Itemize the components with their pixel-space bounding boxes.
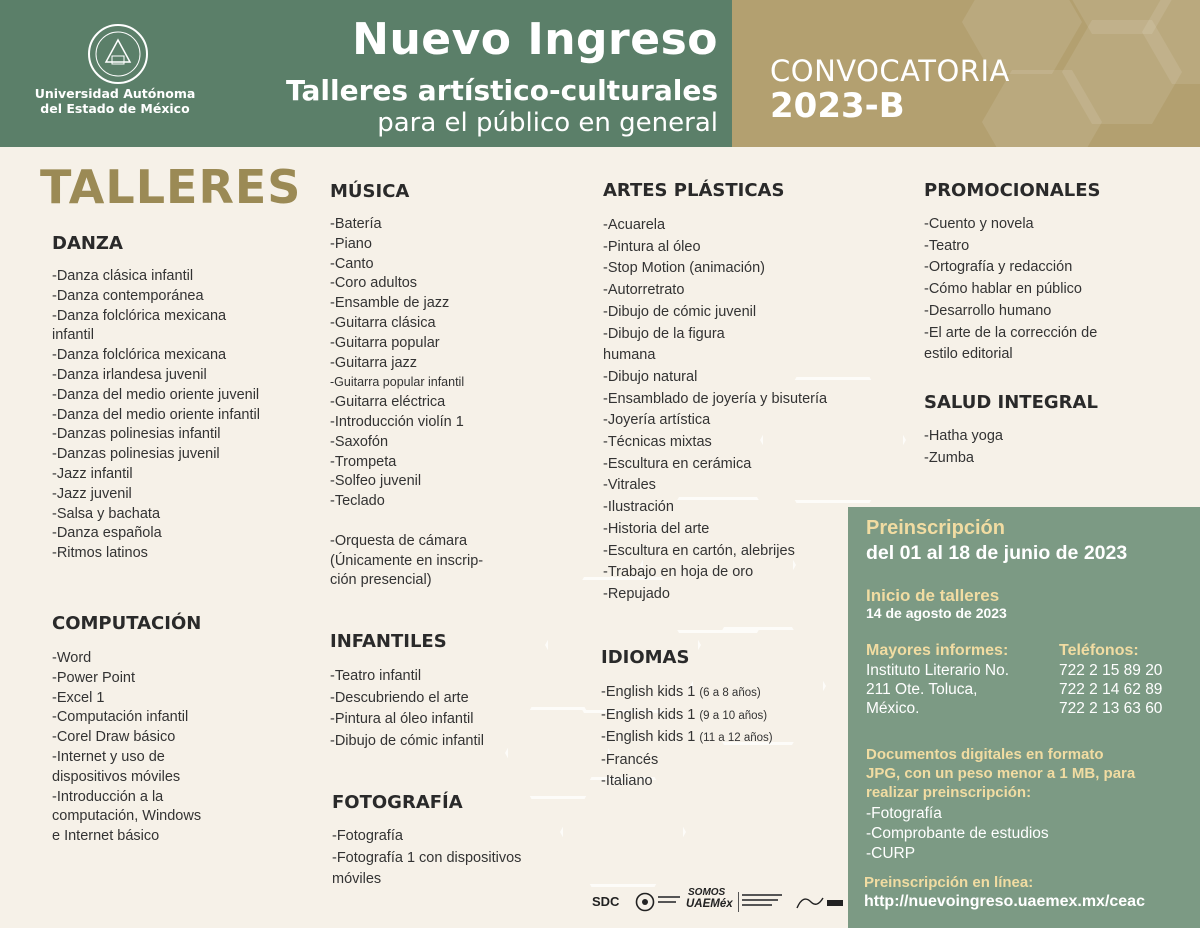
page-subtitle-audience: para el público en general xyxy=(377,108,718,138)
anniversary-logo-icon xyxy=(795,892,845,912)
list-item: -Saxofón xyxy=(330,433,389,450)
list-item-note: (6 a 8 años) xyxy=(699,687,761,699)
documentos-line: JPG, con un peso menor a 1 MB, para xyxy=(866,765,1136,782)
list-item: -Introducción a la xyxy=(52,788,164,805)
list-item: -Corel Draw básico xyxy=(52,729,176,746)
list-item: -Ensamblado de joyería y bisutería xyxy=(603,390,828,407)
list-item: -Guitarra jazz xyxy=(330,354,418,371)
list-item: -Pintura al óleo infantil xyxy=(330,711,474,727)
list-item: -Fotografía xyxy=(332,828,403,844)
list-item-text: -Italiano xyxy=(601,773,653,789)
list-item: -Fotografía 1 con dispositivos xyxy=(332,849,522,866)
list-item: -Dibujo de la figura xyxy=(603,325,725,342)
list-item: -Guitarra eléctrica xyxy=(330,394,446,411)
list-item: -Jazz juvenil xyxy=(52,485,132,502)
list-item: -Dibujo natural xyxy=(603,368,698,385)
list-item: -Guitarra popular infantil xyxy=(330,375,465,390)
list-item: -Ilustración xyxy=(603,499,674,516)
list-item: -Historia del arte xyxy=(603,520,710,537)
administracion-logo-mark xyxy=(742,894,782,896)
section-title-fotografia: FOTOGRAFÍA xyxy=(332,792,463,813)
list-salud-integral xyxy=(924,426,1003,469)
list-item: computación, Windows xyxy=(52,808,202,825)
list-item: -Danza clásica infantil xyxy=(52,268,194,284)
list-musica xyxy=(330,215,483,591)
section-title-computacion: COMPUTACIÓN xyxy=(52,613,202,634)
registration-url-link[interactable]: http://nuevoingreso.uaemex.mx/ceac xyxy=(864,893,1145,910)
info-box xyxy=(848,507,1200,928)
preinscripcion-label: Preinscripción xyxy=(866,517,1005,539)
list-item: móviles xyxy=(332,871,382,887)
list-item: -Danza española xyxy=(52,525,162,542)
list-item: -Descubriendo el arte xyxy=(330,689,469,706)
ceac-logo-text-mark xyxy=(658,901,676,903)
convocatoria-label: CONVOCATORIA xyxy=(770,54,1010,88)
section-title-salud-integral: SALUD INTEGRAL xyxy=(924,392,1098,413)
section-title-musica: MÚSICA xyxy=(330,181,410,202)
section-title-infantiles: INFANTILES xyxy=(330,631,447,652)
somos-logo: SOMOS xyxy=(688,887,726,898)
logo-divider xyxy=(738,892,739,912)
list-item xyxy=(601,705,773,728)
list-infantiles xyxy=(330,666,484,752)
list-item: -Guitarra popular xyxy=(330,334,440,351)
list-item: ción presencial) xyxy=(330,572,432,589)
talleres-heading: TALLERES xyxy=(40,160,302,214)
informes-label: Mayores informes: xyxy=(866,642,1009,659)
list-item: -Teatro infantil xyxy=(330,668,422,684)
list-item: -Ensamble de jazz xyxy=(330,295,450,312)
documentos-item: -Comprobante de estudios xyxy=(866,825,1049,842)
list-item: -Danza folclórica mexicana xyxy=(52,347,227,364)
list-item: -Solfeo juvenil xyxy=(330,473,422,490)
list-item: -Trompeta xyxy=(330,453,397,470)
university-name-line1: Universidad Autónoma xyxy=(34,86,196,101)
header-banner xyxy=(0,0,1200,147)
list-item: -Vitrales xyxy=(603,477,656,494)
list-item: -Teatro xyxy=(924,237,970,254)
list-item xyxy=(601,682,773,705)
sdc-logo: SDC xyxy=(592,894,620,909)
list-item: -Danza folclórica mexicana xyxy=(52,307,227,324)
list-item: -Hatha yoga xyxy=(924,428,1003,444)
list-item: -Ritmos latinos xyxy=(52,545,148,562)
address-line: México. xyxy=(866,700,920,717)
list-item xyxy=(601,750,773,772)
list-item: -Repujado xyxy=(603,585,670,602)
list-item: -Trabajo en hoja de oro xyxy=(603,564,754,581)
list-item-text: -Francés xyxy=(601,751,659,768)
address xyxy=(866,661,1009,718)
list-item-text: -English kids 1 xyxy=(601,706,700,723)
list-item: -Stop Motion (animación) xyxy=(603,260,765,277)
list-item: -Ortografía y redacción xyxy=(924,259,1073,276)
list-item-note: (11 a 12 años) xyxy=(699,732,773,744)
list-item: e Internet básico xyxy=(52,828,160,845)
address-line: 211 Ote. Toluca, xyxy=(866,681,978,698)
list-item: (Únicamente en inscrip- xyxy=(330,552,484,569)
list-item: -Escultura en cerámica xyxy=(603,455,752,472)
list-item: -Dibujo de cómic juvenil xyxy=(603,303,757,320)
uaemex-logo: UAEMéx xyxy=(686,898,733,910)
list-item: estilo editorial xyxy=(924,346,1013,363)
list-item: -Coro adultos xyxy=(330,275,418,292)
footer-logos xyxy=(590,888,850,918)
list-item: -Canto xyxy=(330,255,374,272)
list-item: -Jazz infantil xyxy=(52,465,133,482)
documentos-text xyxy=(866,745,1135,802)
documentos-line: realizar preinscripción: xyxy=(866,784,1032,801)
list-item: -El arte de la corrección de xyxy=(924,324,1098,341)
convocatoria-period: 2023-B xyxy=(770,86,905,126)
list-item: -Joyería artística xyxy=(603,412,711,429)
preinscripcion-dates: del 01 al 18 de junio de 2023 xyxy=(866,542,1128,564)
university-name-line2: del Estado de México xyxy=(40,101,190,116)
list-item: humana xyxy=(603,347,656,364)
list-item: -Teclado xyxy=(330,493,385,510)
inicio-talleres-date: 14 de agosto de 2023 xyxy=(866,605,1007,621)
list-item: -Danza del medio oriente infantil xyxy=(52,406,260,423)
phone-list xyxy=(1059,661,1162,718)
university-seal-icon xyxy=(86,22,150,86)
documentos-line: Documentos digitales en formato xyxy=(866,746,1104,763)
phone-number: 722 2 13 63 60 xyxy=(1059,700,1163,717)
list-item: -Danza del medio oriente juvenil xyxy=(52,386,260,403)
list-item: -Técnicas mixtas xyxy=(603,434,712,451)
administracion-logo-mark xyxy=(742,899,778,901)
list-item xyxy=(601,727,773,750)
list-item-text: -English kids 1 xyxy=(601,729,700,745)
list-item: -Piano xyxy=(330,235,372,252)
list-item: -Danzas polinesias infantil xyxy=(52,426,221,443)
address-line: Instituto Literario No. xyxy=(866,662,1010,679)
list-item: -Cómo hablar en público xyxy=(924,281,1082,298)
list-item: -Escultura en cartón, alebrijes xyxy=(603,542,795,559)
page-title: Nuevo Ingreso xyxy=(352,14,718,65)
list-artes-plasticas xyxy=(603,215,827,606)
administracion-logo-mark xyxy=(742,904,772,906)
list-promocionales xyxy=(924,214,1097,366)
section-title-idiomas: IDIOMAS xyxy=(601,647,690,668)
list-fotografia xyxy=(332,826,521,891)
list-item: -Danza irlandesa juvenil xyxy=(52,366,207,383)
section-title-danza: DANZA xyxy=(52,233,123,254)
list-item: -Orquesta de cámara xyxy=(330,532,468,549)
phone-number: 722 2 14 62 89 xyxy=(1059,681,1163,698)
list-item: -Batería xyxy=(330,216,382,232)
list-item: -Danzas polinesias juvenil xyxy=(52,446,220,463)
list-item: -Introducción violín 1 xyxy=(330,413,464,430)
inicio-talleres-label: Inicio de talleres xyxy=(866,586,1000,605)
list-item: -Dibujo de cómic infantil xyxy=(330,732,484,749)
list-idiomas xyxy=(601,682,773,793)
list-danza xyxy=(52,267,260,564)
list-item: -Internet y uso de xyxy=(52,748,165,765)
list-item-note: (9 a 10 años) xyxy=(699,709,768,722)
list-item: dispositivos móviles xyxy=(52,768,181,785)
list-item: -Autorretrato xyxy=(603,282,685,299)
list-item: -Excel 1 xyxy=(52,689,105,706)
documentos-list xyxy=(866,804,1049,864)
list-item: -Pintura al óleo xyxy=(603,238,701,255)
phone-number: 722 2 15 89 20 xyxy=(1059,662,1163,679)
list-item xyxy=(330,512,483,532)
list-item: -Salsa y bachata xyxy=(52,505,161,522)
list-item: -Computación infantil xyxy=(52,709,189,726)
list-item-text: -English kids 1 xyxy=(601,684,700,700)
page-subtitle: Talleres artístico-culturales xyxy=(286,74,718,107)
list-item: -Power Point xyxy=(52,669,136,686)
documentos-item: -CURP xyxy=(866,845,916,862)
telefonos-label: Teléfonos: xyxy=(1059,642,1139,659)
list-item: -Word xyxy=(52,650,92,666)
list-item: -Acuarela xyxy=(603,217,666,233)
ceac-logo-text-mark xyxy=(658,896,680,898)
list-item: -Danza contemporánea xyxy=(52,287,204,304)
list-item: -Zumba xyxy=(924,449,974,466)
list-computacion xyxy=(52,649,201,847)
list-item: -Guitarra clásica xyxy=(330,314,436,331)
list-item: -Desarrollo humano xyxy=(924,302,1052,319)
section-title-artes-plasticas: ARTES PLÁSTICAS xyxy=(603,180,785,201)
documentos-item: -Fotografía xyxy=(866,805,942,822)
list-item xyxy=(601,771,773,793)
section-title-promocionales: PROMOCIONALES xyxy=(924,180,1101,201)
ceac-logo-icon xyxy=(635,892,655,912)
list-item: -Cuento y novela xyxy=(924,216,1034,232)
online-label: Preinscripción en línea: xyxy=(864,874,1034,891)
list-item: infantil xyxy=(52,327,94,344)
